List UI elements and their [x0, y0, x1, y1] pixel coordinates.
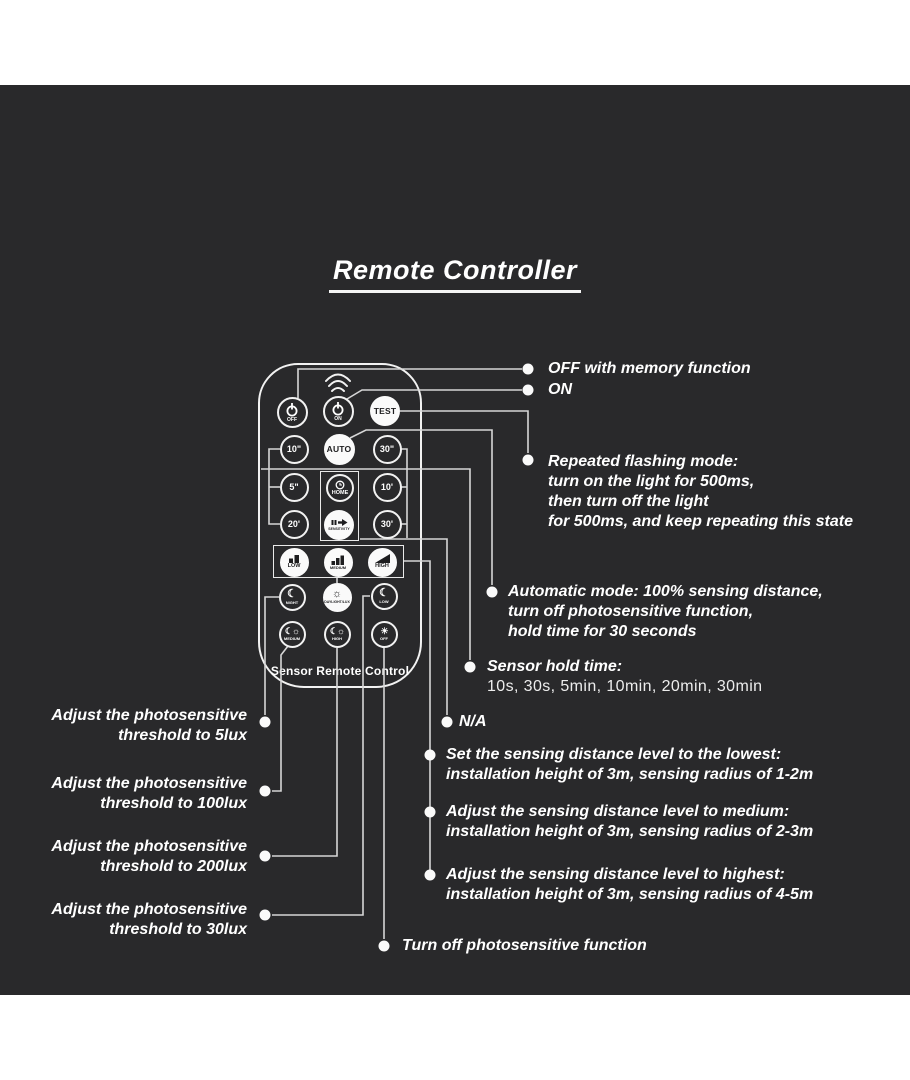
bullet-dot	[465, 662, 476, 673]
button-20m[interactable]	[280, 510, 309, 539]
moon-sun-icon: ☾☼	[329, 626, 345, 636]
button-label: LOW	[287, 563, 301, 570]
button-label: MEDIUM	[283, 636, 301, 641]
bullet-dot	[442, 717, 453, 728]
button-label: 30"	[379, 443, 395, 454]
button-10m[interactable]	[373, 473, 402, 502]
button-label: AUTO	[326, 443, 352, 454]
button-label: ON	[334, 415, 342, 422]
button-30s[interactable]	[373, 435, 402, 464]
annotation-lux-5: Adjust the photosensitive threshold to 5lux	[51, 707, 247, 744]
signal-medium-icon	[331, 555, 345, 565]
signal-low-icon	[288, 554, 301, 563]
button-label: 10'	[380, 481, 394, 492]
button-5[interactable]	[280, 473, 309, 502]
bullet-dot	[523, 385, 534, 396]
bullet-dot	[260, 717, 271, 728]
sun-icon: ☼	[331, 588, 343, 601]
annotation-distance-highest: Adjust the sensing distance level to highest: installation height of 3m, sensing radius of 4-5m	[446, 866, 814, 903]
bullet-dot	[487, 587, 498, 598]
annotation-distance-lowest: Set the sensing distance level to the lowest: installation height of 3m, sensing radius of 1-2m	[446, 746, 814, 783]
button-lux-high[interactable]	[324, 621, 351, 648]
annotation-photo-off: Turn off photosensitive function	[402, 937, 647, 954]
bullet-dot	[523, 364, 534, 375]
button-distance-low[interactable]	[280, 548, 309, 577]
button-lux-daylight[interactable]	[323, 583, 352, 612]
button-label: 20'	[287, 518, 301, 529]
clock-icon	[335, 480, 345, 490]
button-auto[interactable]	[324, 434, 355, 465]
button-label: DAYLIGHT/LUX	[324, 600, 350, 605]
button-label: HIGH	[375, 563, 389, 570]
bullet-dot	[523, 455, 534, 466]
button-label: TEST	[373, 405, 397, 416]
bullet-dot	[425, 870, 436, 881]
button-label: 10"	[286, 443, 302, 454]
button-distance-high[interactable]	[368, 548, 397, 577]
button-label: OFF	[380, 636, 388, 641]
button-lux-night[interactable]	[279, 584, 306, 611]
annotation-on: ON	[548, 381, 572, 398]
moon-icon: ☾	[287, 588, 297, 600]
button-power-off[interactable]	[277, 397, 308, 428]
bullet-dot	[260, 786, 271, 797]
button-label: 5"	[289, 481, 299, 492]
annotation-hold-time: Sensor hold time: 10s, 30s, 5min, 10min, 20min, 30min	[487, 658, 763, 695]
button-distance-medium[interactable]	[324, 548, 353, 577]
annotation-lux-30: Adjust the photosensitive threshold to 30lux	[51, 901, 247, 938]
button-label: OFF	[287, 416, 297, 423]
button-test[interactable]	[370, 396, 400, 426]
button-label: SENSITIVITY	[328, 527, 350, 532]
sun-icon: ☀	[380, 626, 388, 636]
button-sensitivity[interactable]	[324, 510, 354, 540]
moon-icon: ☾	[379, 587, 389, 599]
moon-sun-icon: ☾☼	[284, 626, 300, 636]
annotation-distance-medium: Adjust the sensing distance level to medium: installation height of 3m, sensing radius of 2-3m	[446, 803, 814, 840]
button-label: LOW	[379, 599, 389, 604]
button-label: MEDIUM	[329, 564, 347, 570]
annotation-flashing: Repeated flashing mode: turn on the light for 500ms, then turn off the light for 500ms, and keep repeating this state	[548, 453, 853, 530]
power-icon	[285, 402, 299, 417]
page-title: Remote Controller	[0, 255, 910, 293]
remote-footer-label: Sensor Remote Control	[270, 664, 410, 678]
bullet-dot	[425, 750, 436, 761]
bullet-dot	[260, 851, 271, 862]
button-label: HOME	[331, 489, 349, 496]
button-lux-low[interactable]	[371, 583, 398, 610]
arrow-icon	[331, 518, 348, 527]
annotation-na: N/A	[459, 713, 487, 730]
button-power-on[interactable]	[323, 396, 354, 427]
button-lux-medium[interactable]	[279, 621, 306, 648]
button-label: 30'	[380, 518, 394, 529]
power-icon	[331, 401, 345, 416]
bullet-dot	[260, 910, 271, 921]
button-lux-off[interactable]	[371, 621, 398, 648]
bullet-dot	[425, 807, 436, 818]
ramp-icon	[375, 554, 390, 563]
annotation-off-memory: OFF with memory function	[548, 360, 751, 377]
diagram-panel	[0, 85, 910, 995]
button-10s[interactable]	[280, 435, 309, 464]
button-label: HIGH	[332, 636, 342, 641]
button-home[interactable]	[326, 474, 354, 502]
bullet-dot	[379, 941, 390, 952]
button-30m[interactable]	[373, 510, 402, 539]
annotation-lux-200: Adjust the photosensitive threshold to 200lux	[51, 838, 247, 875]
annotation-automatic: Automatic mode: 100% sensing distance, turn off photosensitive function, hold time for 30 seconds	[508, 583, 823, 640]
annotation-lux-100: Adjust the photosensitive threshold to 100lux	[51, 775, 247, 812]
button-label: NIGHT	[285, 600, 299, 605]
